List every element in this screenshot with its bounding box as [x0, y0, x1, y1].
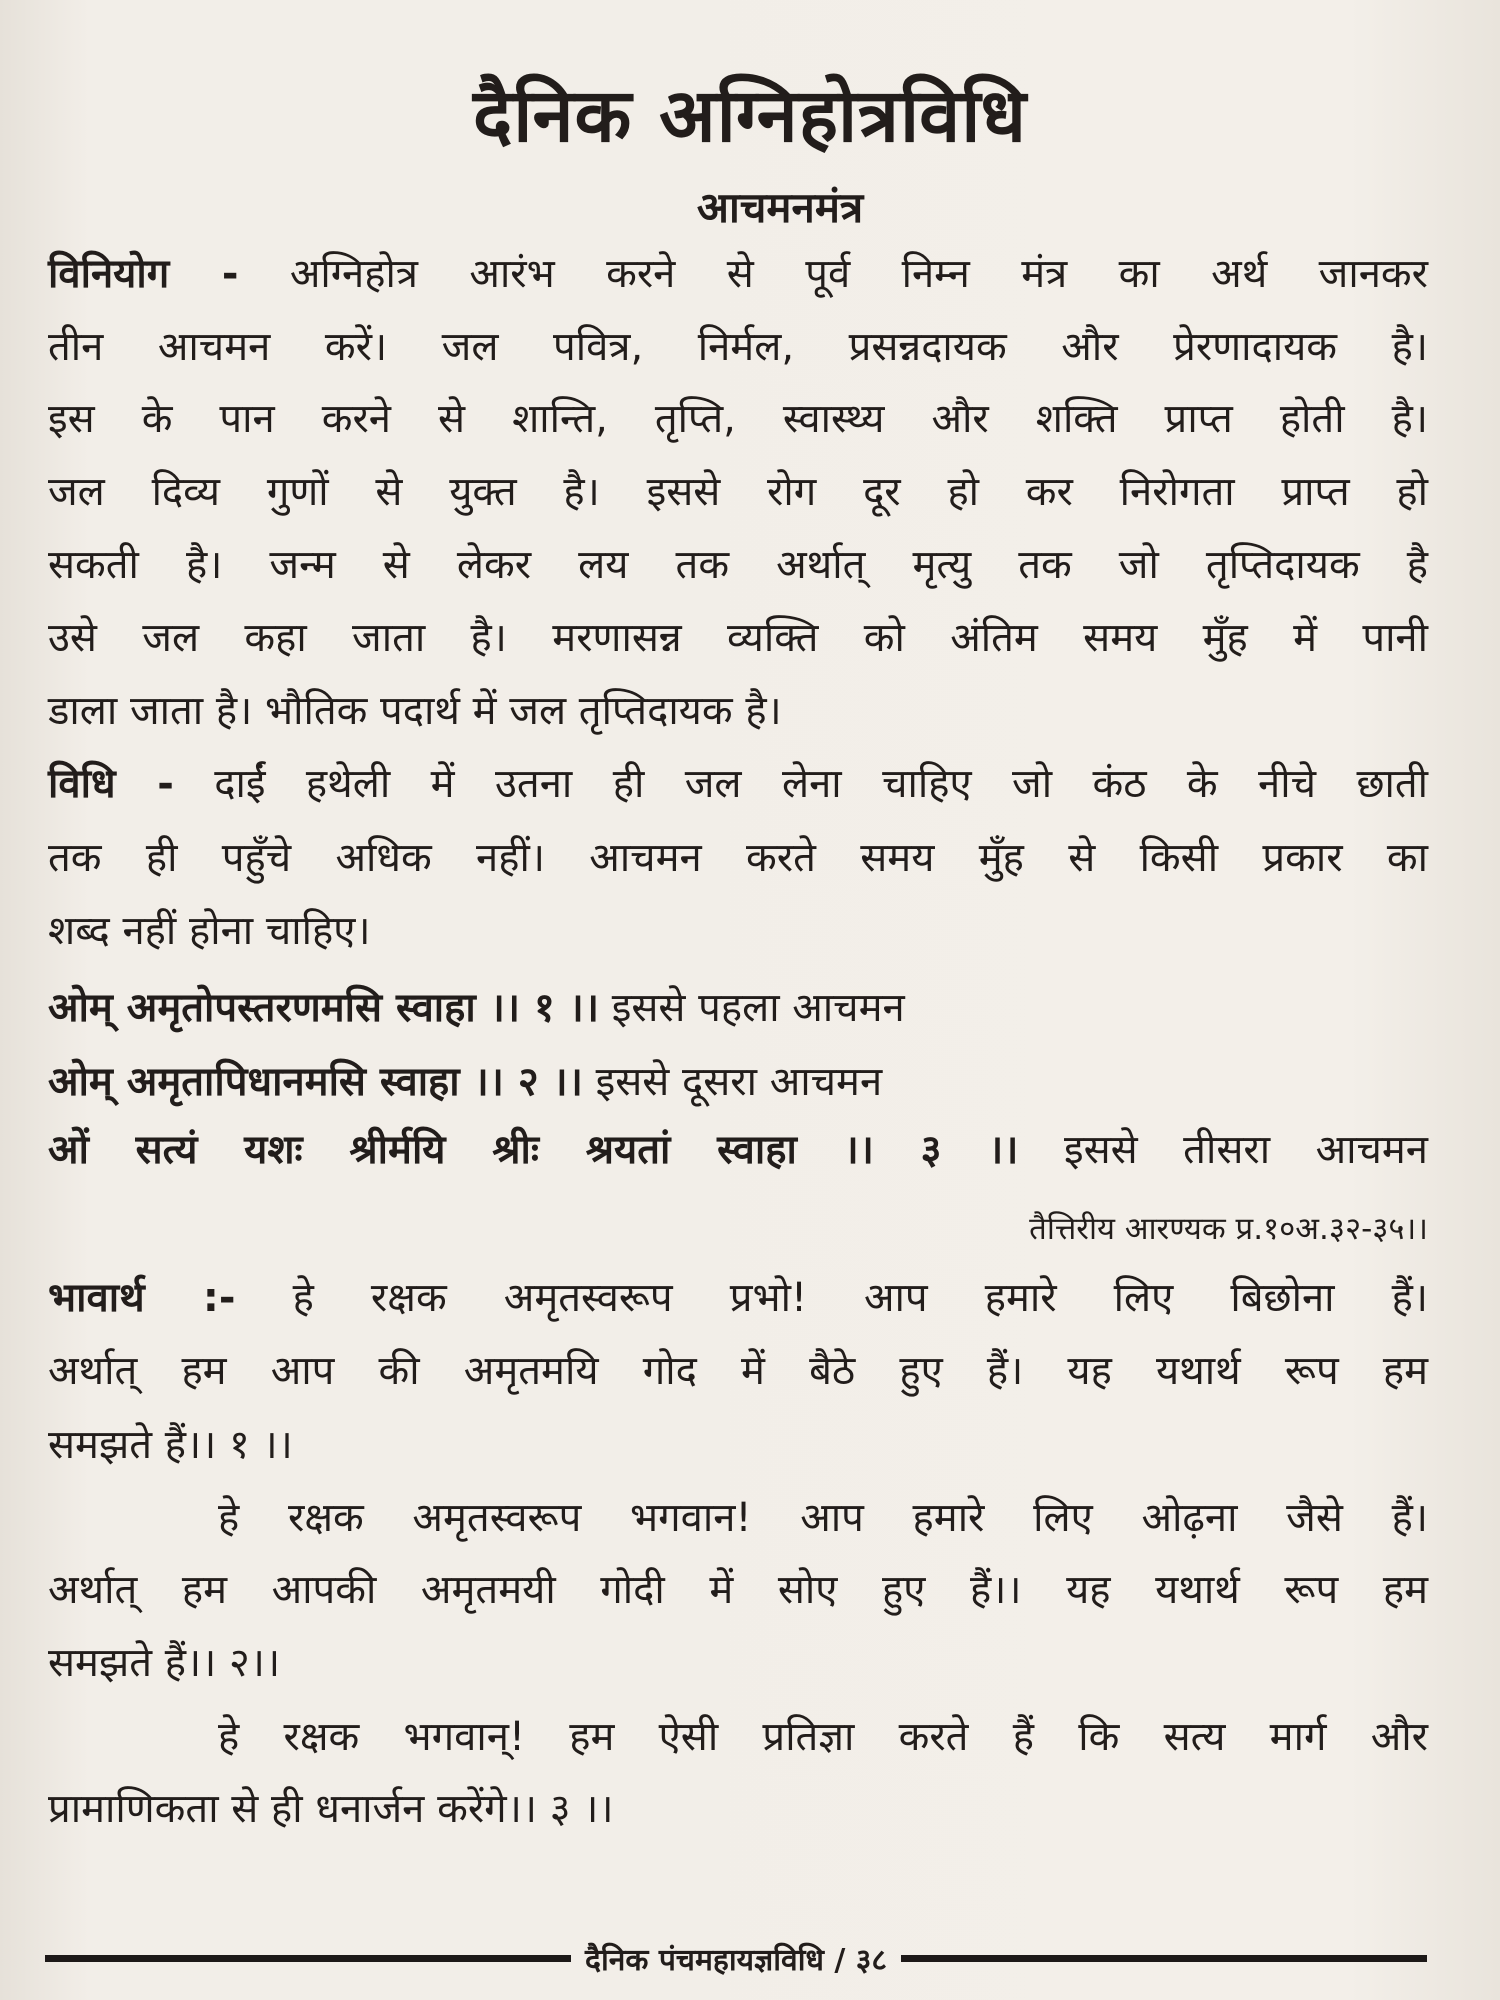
- text-line: [48, 759, 1428, 809]
- line-text: इस के पान करने से शान्ति, तृप्ति, स्वास्थ्य और शक्ति प्राप्त होती है।: [48, 396, 1428, 442]
- text-line: [48, 613, 1428, 663]
- mantra-line-2: [48, 1057, 1428, 1107]
- text-line: [48, 467, 1428, 517]
- text-line: [48, 686, 1428, 736]
- source-reference: [48, 1204, 1428, 1254]
- mantra-note: इससे पहला आचमन: [599, 985, 905, 1031]
- label-vidhi: विधि -: [48, 761, 174, 807]
- line-text: दाईं हथेली में उतना ही जल लेना चाहिए जो कंठ के नीचे छाती: [173, 761, 1428, 807]
- line-text: समझते हैं।। १ ।।: [48, 1422, 293, 1468]
- text-line: [48, 1784, 1428, 1834]
- mantra-line-3: [48, 1125, 1428, 1175]
- line-text: डाला जाता है। भौतिक पदार्थ में जल तृप्तिदायक है।: [48, 688, 782, 734]
- line-text: जल दिव्य गुणों से युक्त है। इससे रोग दूर हो कर निरोगता प्राप्त हो: [48, 469, 1428, 515]
- line-text: तक ही पहुँचे अधिक नहीं। आचमन करते समय मुँह से किसी प्रकार का: [48, 835, 1428, 881]
- line-text: प्रामाणिकता से ही धनार्जन करेंगे।। ३ ।।: [48, 1786, 614, 1832]
- line-text: हे रक्षक भगवान्! हम ऐसी प्रतिज्ञा करते हैं कि सत्य मार्ग और: [218, 1714, 1428, 1760]
- text-line: [48, 394, 1428, 444]
- section-heading: आचमनमंत्र: [696, 183, 864, 232]
- text-line: [48, 1712, 1428, 1762]
- line-text: अर्थात् हम आप की अमृतमयि गोद में बैठे हुए हैं। यह यथार्थ रूप हम: [48, 1348, 1428, 1394]
- line-text: उसे जल कहा जाता है। मरणासन्न व्यक्ति को अंतिम समय मुँह में पानी: [48, 615, 1428, 661]
- line-text: हे रक्षक अमृतस्वरूप प्रभो! आप हमारे लिए बिछोना हैं।: [235, 1275, 1428, 1321]
- text-line: [48, 1565, 1428, 1615]
- text-line: [48, 249, 1428, 299]
- page-footer: [45, 1938, 1427, 1979]
- mantra-line-1: [48, 983, 1428, 1033]
- mantra-note: इससे तीसरा आचमन: [1018, 1127, 1428, 1173]
- line-text: अर्थात् हम आपकी अमृतमयी गोदी में सोए हुए हैं।। यह यथार्थ रूप हम: [48, 1567, 1428, 1613]
- footer-rule-right: [901, 1955, 1427, 1962]
- line-text: हे रक्षक अमृतस्वरूप भगवान! आप हमारे लिए ओढ़ना जैसे हैं।: [218, 1495, 1428, 1541]
- text-line: [48, 322, 1428, 372]
- text-line: [48, 1273, 1428, 1323]
- text-line: [48, 833, 1428, 883]
- line-text: समझते हैं।। २।।: [48, 1640, 281, 1686]
- text-line: [48, 1493, 1428, 1543]
- text-line: [48, 906, 1428, 956]
- mantra-text: ओं सत्यं यशः श्रीर्मयि श्रीः श्रयतां स्वाहा ।। ३ ।।: [48, 1127, 1019, 1173]
- line-text: सकती है। जन्म से लेकर लय तक अर्थात् मृत्यु तक जो तृप्तिदायक है: [48, 542, 1428, 588]
- line-text: अग्निहोत्र आरंभ करने से पूर्व निम्न मंत्र का अर्थ जानकर: [238, 251, 1428, 297]
- line-text: शब्द नहीं होना चाहिए।: [48, 908, 371, 954]
- reference-text: तैत्तिरीय आरण्यक प्र.१०अ.३२-३५।।: [1029, 1211, 1428, 1247]
- text-line: [48, 1638, 1428, 1688]
- label-bhavarth: भावार्थ :-: [48, 1275, 236, 1321]
- mantra-text: ओम् अमृतापिधानमसि स्वाहा ।। २ ।।: [48, 1059, 583, 1105]
- footer-rule-left: [45, 1955, 571, 1962]
- mantra-text: ओम् अमृतोपस्तरणमसि स्वाहा ।। १ ।।: [48, 985, 599, 1031]
- text-line: [48, 1420, 1428, 1470]
- footer-page-label: दैनिक पंचमहायज्ञविधि / ३८: [585, 1943, 887, 1978]
- text-line: [48, 1346, 1428, 1396]
- text-line: [48, 540, 1428, 590]
- line-text: तीन आचमन करें। जल पवित्र, निर्मल, प्रसन्नदायक और प्रेरणादायक है।: [48, 324, 1428, 370]
- page-title: दैनिक अग्निहोत्रविधि: [473, 73, 1027, 159]
- mantra-note: इससे दूसरा आचमन: [582, 1059, 883, 1105]
- label-viniyog: विनियोग -: [48, 251, 239, 297]
